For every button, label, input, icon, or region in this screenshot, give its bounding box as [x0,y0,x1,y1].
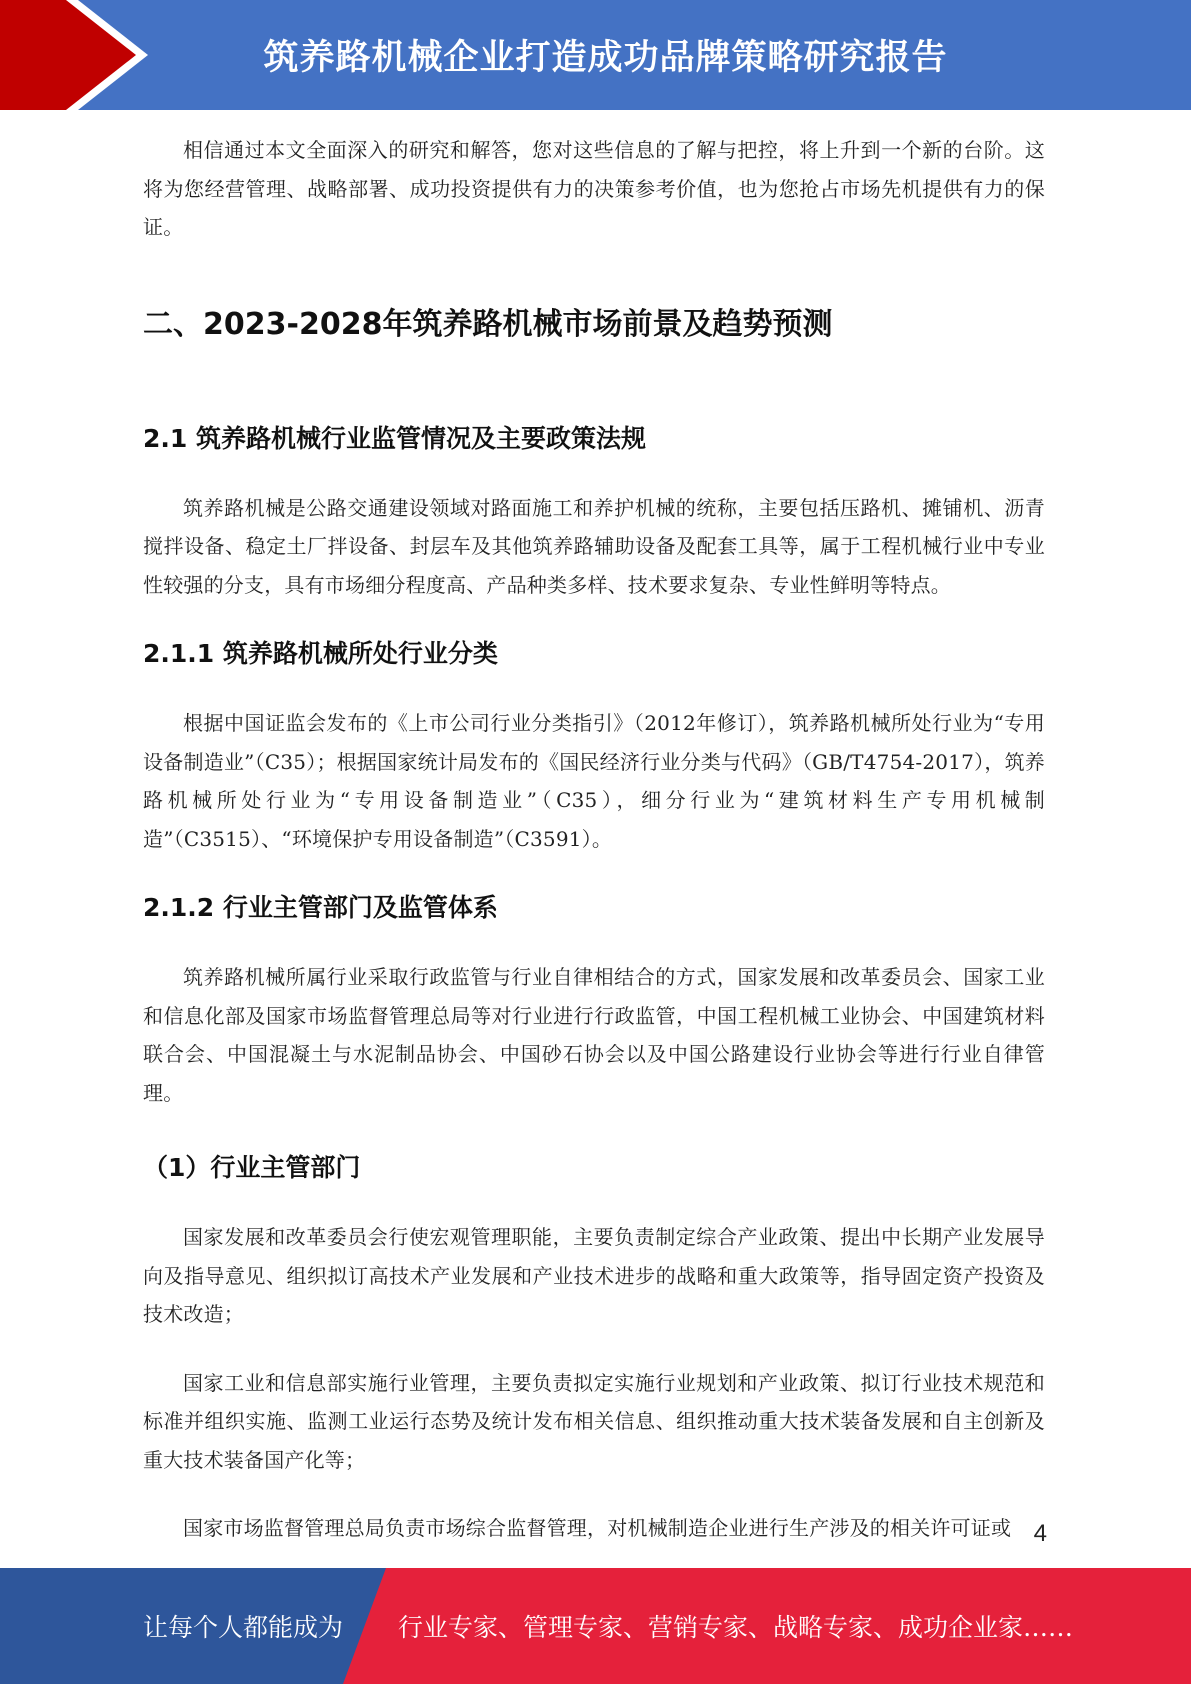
subsection-1-paragraph-1: 国家发展和改革委员会行使宏观管理职能，主要负责制定综合产业政策、提出中长期产业发展导向及指导意见、组织拟订高技术产业发展和产业技术进步的战略和重大政策等，指导固定资产投资及技术改造； [143,1225,1045,1326]
section-2-1-1-heading: 2.1.1 筑养路机械所处行业分类 [143,639,498,668]
subsection-1-paragraph-3: 国家市场监督管理总局负责市场综合监督管理，对机械制造企业进行生产涉及的相关许可证或 [183,1516,1012,1540]
intro-paragraph: 相信通过本文全面深入的研究和解答，您对这些信息的了解与把控，将上升到一个新的台阶。这将为您经营管理、战略部署、成功投资提供有力的决策参考价值，也为您抢占市场先机提供有力的保证。 [143,138,1045,239]
footer-slogan-right: 行业专家、管理专家、营销专家、战略专家、成功企业家…… [398,1613,1074,1642]
section-2-1-heading: 2.1 筑养路机械行业监管情况及主要政策法规 [143,423,646,453]
footer-slogan-left: 让每个人都能成为 [143,1613,344,1642]
section-2-1-2-heading: 2.1.2 行业主管部门及监管体系 [143,893,498,922]
page-content [143,131,1045,1548]
section-2-1-paragraph: 筑养路机械是公路交通建设领域对路面施工和养护机械的统称，主要包括压路机、摊铺机、沥青搅拌设备、稳定土厂拌设备、封层车及其他筑养路辅助设备及配套工具等，属于工程机械行业中专业性较强的分支，具有市场细分程度高、产品种类多样、技术要求复杂、专业性鲜明等特点。 [143,495,1045,597]
page-number: 4 [1033,1520,1047,1547]
section-2-heading: 二、2023-2028年筑养路机械市场前景及趋势预测 [143,306,833,342]
section-2-1-2-paragraph: 筑养路机械所属行业采取行政监管与行业自律相结合的方式，国家发展和改革委员会、国家工业和信息化部及国家市场监督管理总局等对行业进行行政监管，中国工程机械工业协会、中国建筑材料联合会、中国混凝土与水泥制品协会、中国砂石协会以及中国公路建设行业协会等进行行业自律管理。 [143,965,1045,1105]
subsection-1-heading: （1）行业主管部门 [143,1153,361,1182]
page-header [0,0,1191,110]
page-footer [0,1568,1191,1684]
subsection-1-paragraph-2: 国家工业和信息部实施行业管理，主要负责拟定实施行业规划和产业政策、拟订行业技术规范和标准并组织实施、监测工业运行态势及统计发布相关信息、组织推动重大技术装备发展和自主创新及重大技术装备国产化等； [143,1370,1045,1472]
section-2-1-1-paragraph: 根据中国证监会发布的《上市公司行业分类指引》（2012年修订），筑养路机械所处行业为“专用设备制造业”（C35）；根据国家统计局发布的《国民经济行业分类与代码》（GB/T4754-2017），筑养路机械所处行业为“专用设备制造业”（C35），细分行业为“建筑材料生产专用机械制造”（C3515）、“环境保护专用设备制造”（C3591）。 [143,711,1045,851]
header-title: 筑养路机械企业打造成功品牌策略研究报告 [263,38,948,78]
